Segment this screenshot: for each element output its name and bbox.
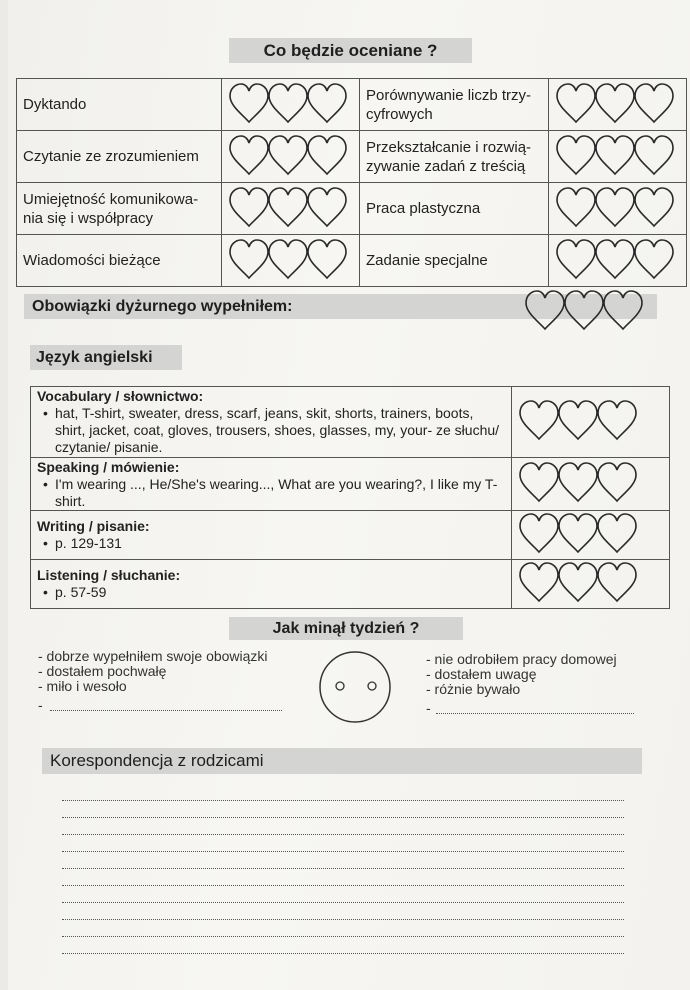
heart-icon[interactable] <box>308 84 346 122</box>
correspondence-line[interactable] <box>62 851 624 852</box>
week-blank-line-right[interactable] <box>436 713 634 714</box>
english-item: • I'm wearing ..., He/She's wearing..., What are you wearing?, I like my T-shirt. <box>43 476 505 510</box>
heart-icon[interactable] <box>598 401 636 439</box>
heart-icon[interactable] <box>269 188 307 226</box>
english-content <box>31 458 512 511</box>
hearts-cell[interactable] <box>549 79 687 131</box>
criterion-label: Umiejętność komunikowa-nia się i współpracy <box>17 183 222 235</box>
heart-icon[interactable] <box>526 291 564 329</box>
criterion-label: Przekształcanie i rozwią-zywanie zadań z treścią <box>360 131 549 183</box>
evaluation-row <box>17 235 687 287</box>
english-table <box>30 386 670 609</box>
hearts-icon[interactable] <box>518 512 640 558</box>
criterion-label: Czytanie ze zrozumieniem <box>17 131 222 183</box>
hearts-cell[interactable] <box>549 183 687 235</box>
criterion-label: Dyktando <box>17 79 222 131</box>
hearts-icon[interactable] <box>228 238 350 284</box>
heart-icon[interactable] <box>598 514 636 552</box>
week-option: - dostałem uwagę <box>426 666 537 682</box>
heart-icon[interactable] <box>557 240 595 278</box>
duty-label: Obowiązki dyżurnego wypełniłem: <box>32 298 293 315</box>
week-options-right <box>426 652 617 716</box>
english-row <box>31 560 670 609</box>
english-content <box>31 560 512 609</box>
heart-icon[interactable] <box>308 136 346 174</box>
heart-icon[interactable] <box>596 240 634 278</box>
heart-icon[interactable] <box>596 136 634 174</box>
english-heading: Vocabulary / słownictwo: <box>37 388 204 404</box>
heart-icon[interactable] <box>604 291 642 329</box>
hearts-cell[interactable] <box>512 458 670 511</box>
heart-icon[interactable] <box>230 240 268 278</box>
week-option-blank: - <box>38 697 43 713</box>
heart-icon[interactable] <box>596 84 634 122</box>
heart-icon[interactable] <box>559 463 597 501</box>
heart-icon[interactable] <box>308 240 346 278</box>
heart-icon[interactable] <box>596 188 634 226</box>
heart-icon[interactable] <box>230 136 268 174</box>
week-option-blank: - <box>426 700 431 716</box>
week-option: - dostałem pochwałę <box>38 663 167 679</box>
week-option: - miło i wesoło <box>38 678 127 694</box>
hearts-cell[interactable] <box>549 131 687 183</box>
heart-icon[interactable] <box>635 136 673 174</box>
english-content <box>31 387 512 458</box>
hearts-icon[interactable] <box>555 82 677 128</box>
face-icon[interactable] <box>318 650 392 724</box>
correspondence-line[interactable] <box>62 902 624 903</box>
criterion-label: Wiadomości bieżące <box>17 235 222 287</box>
hearts-cell[interactable] <box>222 131 360 183</box>
evaluation-table <box>16 78 687 287</box>
week-option: - nie odrobiłem pracy domowej <box>426 651 617 667</box>
english-item: • hat, T-shirt, sweater, dress, scarf, jeans, skit, shorts, trainers, boots, shirt, jacket, coat, gloves, trousers, shoes, glasses, my, your- ze słuchu/ czytanie/ pisanie. <box>43 405 505 456</box>
evaluation-row <box>17 79 687 131</box>
week-option: - różnie bywało <box>426 681 521 697</box>
correspondence-line[interactable] <box>62 868 624 869</box>
heart-icon[interactable] <box>635 84 673 122</box>
english-content <box>31 511 512 560</box>
correspondence-line[interactable] <box>62 953 624 954</box>
heart-icon[interactable] <box>230 188 268 226</box>
evaluation-row <box>17 131 687 183</box>
english-heading: Speaking / mówienie: <box>37 458 180 475</box>
correspondence-line[interactable] <box>62 834 624 835</box>
section-title-week: Jak minął tydzień ? <box>229 617 463 640</box>
heart-icon[interactable] <box>520 401 558 439</box>
heart-icon[interactable] <box>557 136 595 174</box>
criterion-label: Porównywanie liczb trzy-cyfrowych <box>360 79 549 131</box>
hearts-icon[interactable] <box>228 134 350 180</box>
heart-icon[interactable] <box>557 84 595 122</box>
hearts-cell[interactable] <box>512 560 670 609</box>
week-option: - dobrze wypełniłem swoje obowiązki <box>38 648 268 664</box>
heart-icon[interactable] <box>559 514 597 552</box>
hearts-icon[interactable] <box>524 289 646 335</box>
heart-icon[interactable] <box>520 514 558 552</box>
hearts-cell[interactable] <box>512 387 670 458</box>
english-row <box>31 458 670 511</box>
hearts-icon[interactable] <box>555 186 677 232</box>
hearts-icon[interactable] <box>555 238 677 284</box>
hearts-cell[interactable] <box>222 183 360 235</box>
correspondence-line[interactable] <box>62 885 624 886</box>
criterion-label: Praca plastyczna <box>360 183 549 235</box>
english-row <box>31 511 670 560</box>
english-heading: Listening / słuchanie: <box>37 567 181 583</box>
hearts-cell[interactable] <box>512 511 670 560</box>
heart-icon[interactable] <box>269 240 307 278</box>
criterion-label: Zadanie specjalne <box>360 235 549 287</box>
heart-icon[interactable] <box>308 188 346 226</box>
correspondence-line[interactable] <box>62 817 624 818</box>
english-row <box>31 387 670 458</box>
hearts-cell[interactable] <box>549 235 687 287</box>
heart-icon[interactable] <box>635 240 673 278</box>
english-item: • p. 129-131 <box>43 535 505 552</box>
section-title-evaluation: Co będzie oceniane ? <box>229 38 472 63</box>
hearts-icon[interactable] <box>518 461 640 507</box>
english-item: • p. 57-59 <box>43 584 505 601</box>
hearts-cell[interactable] <box>222 235 360 287</box>
correspondence-line[interactable] <box>62 936 624 937</box>
week-blank-line-left[interactable] <box>50 710 282 711</box>
hearts-icon[interactable] <box>228 186 350 232</box>
heart-icon[interactable] <box>598 463 636 501</box>
heart-icon[interactable] <box>559 563 597 601</box>
evaluation-row <box>17 183 687 235</box>
hearts-icon[interactable] <box>518 561 640 607</box>
heart-icon[interactable] <box>598 563 636 601</box>
hearts-icon[interactable] <box>555 134 677 180</box>
heart-icon[interactable] <box>559 401 597 439</box>
week-options-left <box>38 649 268 713</box>
heart-icon[interactable] <box>557 188 595 226</box>
correspondence-line[interactable] <box>62 800 624 801</box>
heart-icon[interactable] <box>230 84 268 122</box>
heart-icon[interactable] <box>269 84 307 122</box>
hearts-icon[interactable] <box>518 399 640 445</box>
heart-icon[interactable] <box>520 463 558 501</box>
heart-icon[interactable] <box>269 136 307 174</box>
hearts-icon[interactable] <box>228 82 350 128</box>
heart-icon[interactable] <box>565 291 603 329</box>
hearts-cell[interactable] <box>222 79 360 131</box>
section-title-parents: Korespondencja z rodzicami <box>42 748 642 774</box>
heart-icon[interactable] <box>635 188 673 226</box>
heart-icon[interactable] <box>520 563 558 601</box>
correspondence-line[interactable] <box>62 919 624 920</box>
section-title-english: Język angielski <box>30 345 182 370</box>
english-heading: Writing / pisanie: <box>37 518 150 534</box>
